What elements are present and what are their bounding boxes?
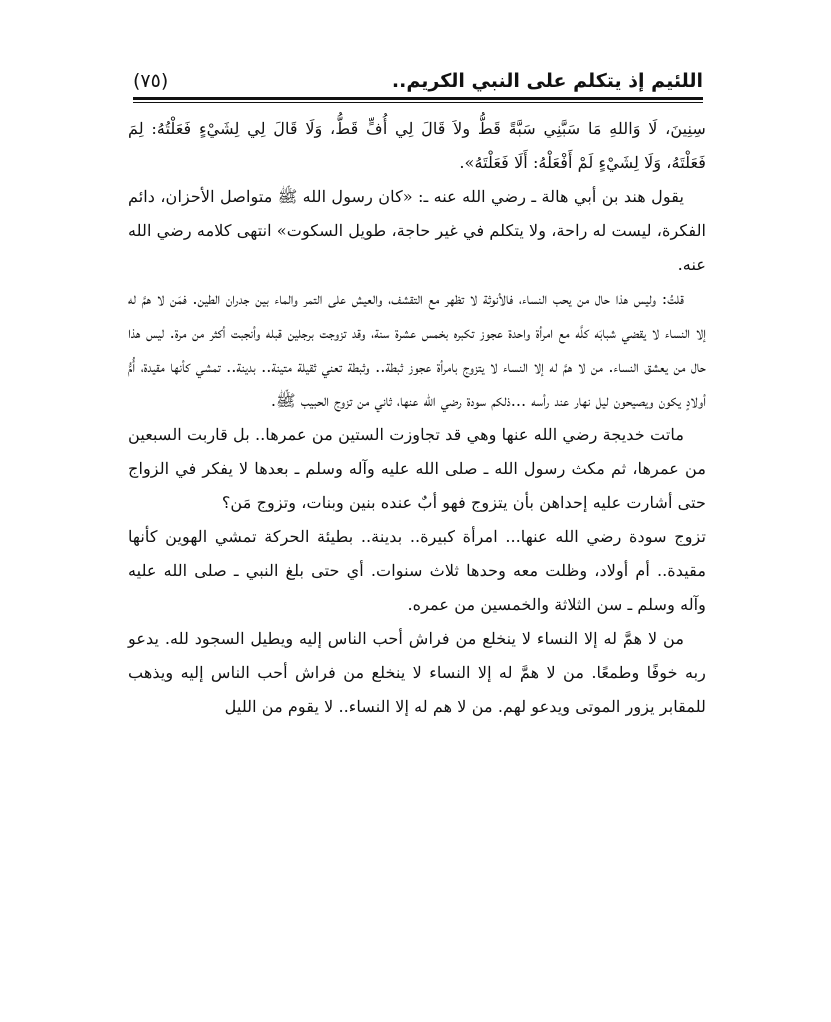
paragraph-night-prayer: من لا همَّ له إلا النساء لا ينخلع من فراش أحب الناس إليه ويطيل السجود لله. يدعو ربه خوفًا وطمعًا. من لا همَّ له إلا النساء لا ينخلع من فراش أحب الناس إليه ويذهب للمقابر يزور الموتى ويدعو لهم. من لا هم له إلا النساء.. لا يقوم من الليل: [128, 629, 706, 716]
page-header: [133, 66, 703, 96]
page-number: (٧٥): [133, 70, 169, 92]
paragraph-sawda: تزوج سودة رضي الله عنها... امرأة كبيرة.. بدينة.. بطيئة الحركة تمشي الهوين كأنها مقيدة.. أم أولاد، وظلت معه وحدها ثلاث سنوات. أي حتى بلغ النبي ـ صلى الله عليه وآله وسلم ـ سن الثلاثة والخمسين من عمره.: [128, 527, 706, 614]
header-rule-thick: [133, 97, 703, 100]
paragraph-author-comment: قلتُ: وليس هذا حال من يحب النساء، فالأنوثة لا تظهر مع التقشف، والعيش على التمر والماء بين جدران الطين. فمَن لا همَّ له إلا النساء لا يقضي شبابَه كلَّه مع امرأة واحدة عجوز تكبره بخمس عشرة سنة، وقد تزوجت برجلين قبله وأنجبت أكثر من مرة. ليس هذا حال من يعشق النساء. من لا همَّ له إلا النساء لا يتزوج بامرأة عجوز ثبطة.. وثبطة تعني ثقيلة متينة.. بدينة.. تمشي كأنها مقيدة، أُمُّ أولادٍ يكون ويصيحون ليل نهار عند رأسه ...ذلكم سودة رضي الله عنها، ثاني من تزوج الحبيب ﷺ.: [128, 289, 706, 410]
body-text: [128, 112, 706, 972]
paragraph-khadija: ماتت خديجة رضي الله عنها وهي قد تجاوزت الستين من عمرها.. بل قاربت السبعين من عمرها، ثم مكث رسول الله ـ صلى الله عليه وآله وسلم ـ بعدها لا يفكر في الزواج حتى أشارت عليه إحداهن بأن يتزوج فهو أبٌ عنده بنين وبنات، وتزوج مَن؟: [128, 425, 706, 512]
paragraph-hadith-continuation: سِنِينَ، لَا وَاللهِ مَا سَبَّنِي سَبَّةً قَطُّ ولاَ قَالَ لِي أُفٍّ قَطُّ، وَلَا قَالَ لِي لِشَيْءٍ فَعَلْتُهُ: لِمَ فَعَلْتَهُ، وَلَا لِشَيْءٍ لَمْ أَفْعَلْهُ: أَلَا فَعَلْتَهُ».: [128, 119, 706, 172]
running-title: اللئيم إذ يتكلم على النبي الكريم..: [391, 70, 703, 92]
header-rule-thin: [133, 102, 703, 103]
paragraph-hind-quote: يقول هند بن أبي هالة ـ رضي الله عنه ـ: «كان رسول الله ﷺ متواصل الأحزان، دائم الفكرة، ليست له راحة، ولا يتكلم في غير حاجة، طويل السكوت» انتهى كلامه رضي الله عنه.: [128, 187, 706, 274]
